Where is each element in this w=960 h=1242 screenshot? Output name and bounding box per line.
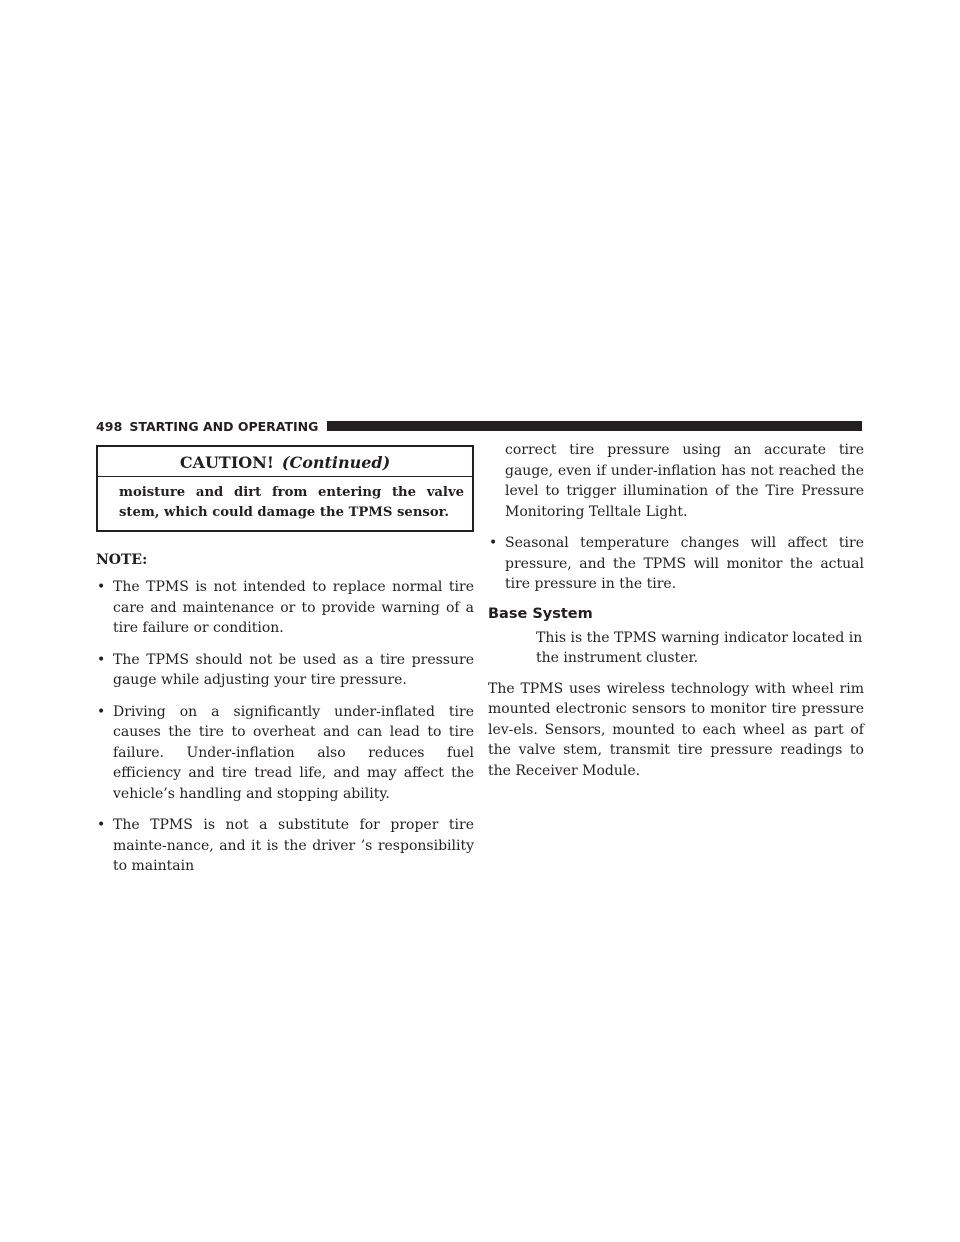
caution-heading — [98, 447, 472, 477]
bullet-icon: • — [97, 817, 106, 833]
indicator-description: This is the TPMS warning indicator located in the instrument cluster. — [536, 629, 863, 666]
bullet-icon: • — [97, 651, 106, 668]
caution-body: moisture and dirt from entering the valve stem, which could damage the TPMS sensor. — [119, 485, 464, 520]
caution-title: CAUTION! — [179, 453, 274, 472]
section-title: STARTING AND OPERATING — [129, 418, 319, 434]
list-item — [96, 702, 474, 805]
list-item-text: Seasonal temperature changes will affect tire pressure, and the TPMS will monitor the actual tire pressure in the tire. — [505, 535, 864, 592]
tpms-indicator-icon-placeholder — [488, 628, 536, 669]
note-label: NOTE: — [96, 552, 148, 568]
list-item-text: Driving on a significantly under-inflated tire causes the tire to overheat and can lead to tire failure. Under-inflation also reduces fuel efficiency and tire tread life, and may affect the vehicle’s handling and stopping ability. — [113, 703, 474, 802]
base-system-heading: Base System — [488, 605, 593, 622]
bullet-icon: • — [489, 535, 498, 551]
right-column — [488, 440, 864, 781]
continued-bullet-text: correct tire pressure using an accurate tire gauge, even if under-inflation has not reached the level to trigger illumination of the Tire Pressure Monitoring Telltale Light. — [505, 442, 864, 520]
caution-continued: (Continued) — [281, 453, 391, 472]
indicator-row — [488, 628, 864, 669]
list-item-text: The TPMS should not be used as a tire pressure gauge while adjusting your tire pressure. — [113, 651, 474, 688]
note-list — [96, 577, 474, 877]
list-item — [96, 650, 474, 691]
list-item — [96, 577, 474, 639]
bullet-icon: • — [97, 703, 106, 720]
left-column — [96, 445, 474, 888]
list-item-text: The TPMS is not a substitute for proper tire mainte-nance, and it is the driver ’s responsibility to maintain — [113, 817, 474, 874]
tpms-paragraph: The TPMS uses wireless technology with wheel rim mounted electronic sensors to monitor tire pressure lev-els. Sensors, mounted to each wheel as part of the valve stem, transmit tire pressure readings to the Receiver Module. — [488, 680, 864, 779]
page-number: 498 — [96, 418, 123, 434]
header-rule — [327, 421, 862, 431]
list-item-text: The TPMS is not intended to replace normal tire care and maintenance or to provide warning of a tire failure or condition. — [113, 579, 474, 636]
caution-box — [96, 445, 474, 532]
page-header — [96, 418, 862, 434]
bullet-icon: • — [97, 579, 106, 595]
list-item — [488, 533, 864, 595]
list-item — [96, 815, 474, 877]
seasonal-list — [488, 533, 864, 595]
